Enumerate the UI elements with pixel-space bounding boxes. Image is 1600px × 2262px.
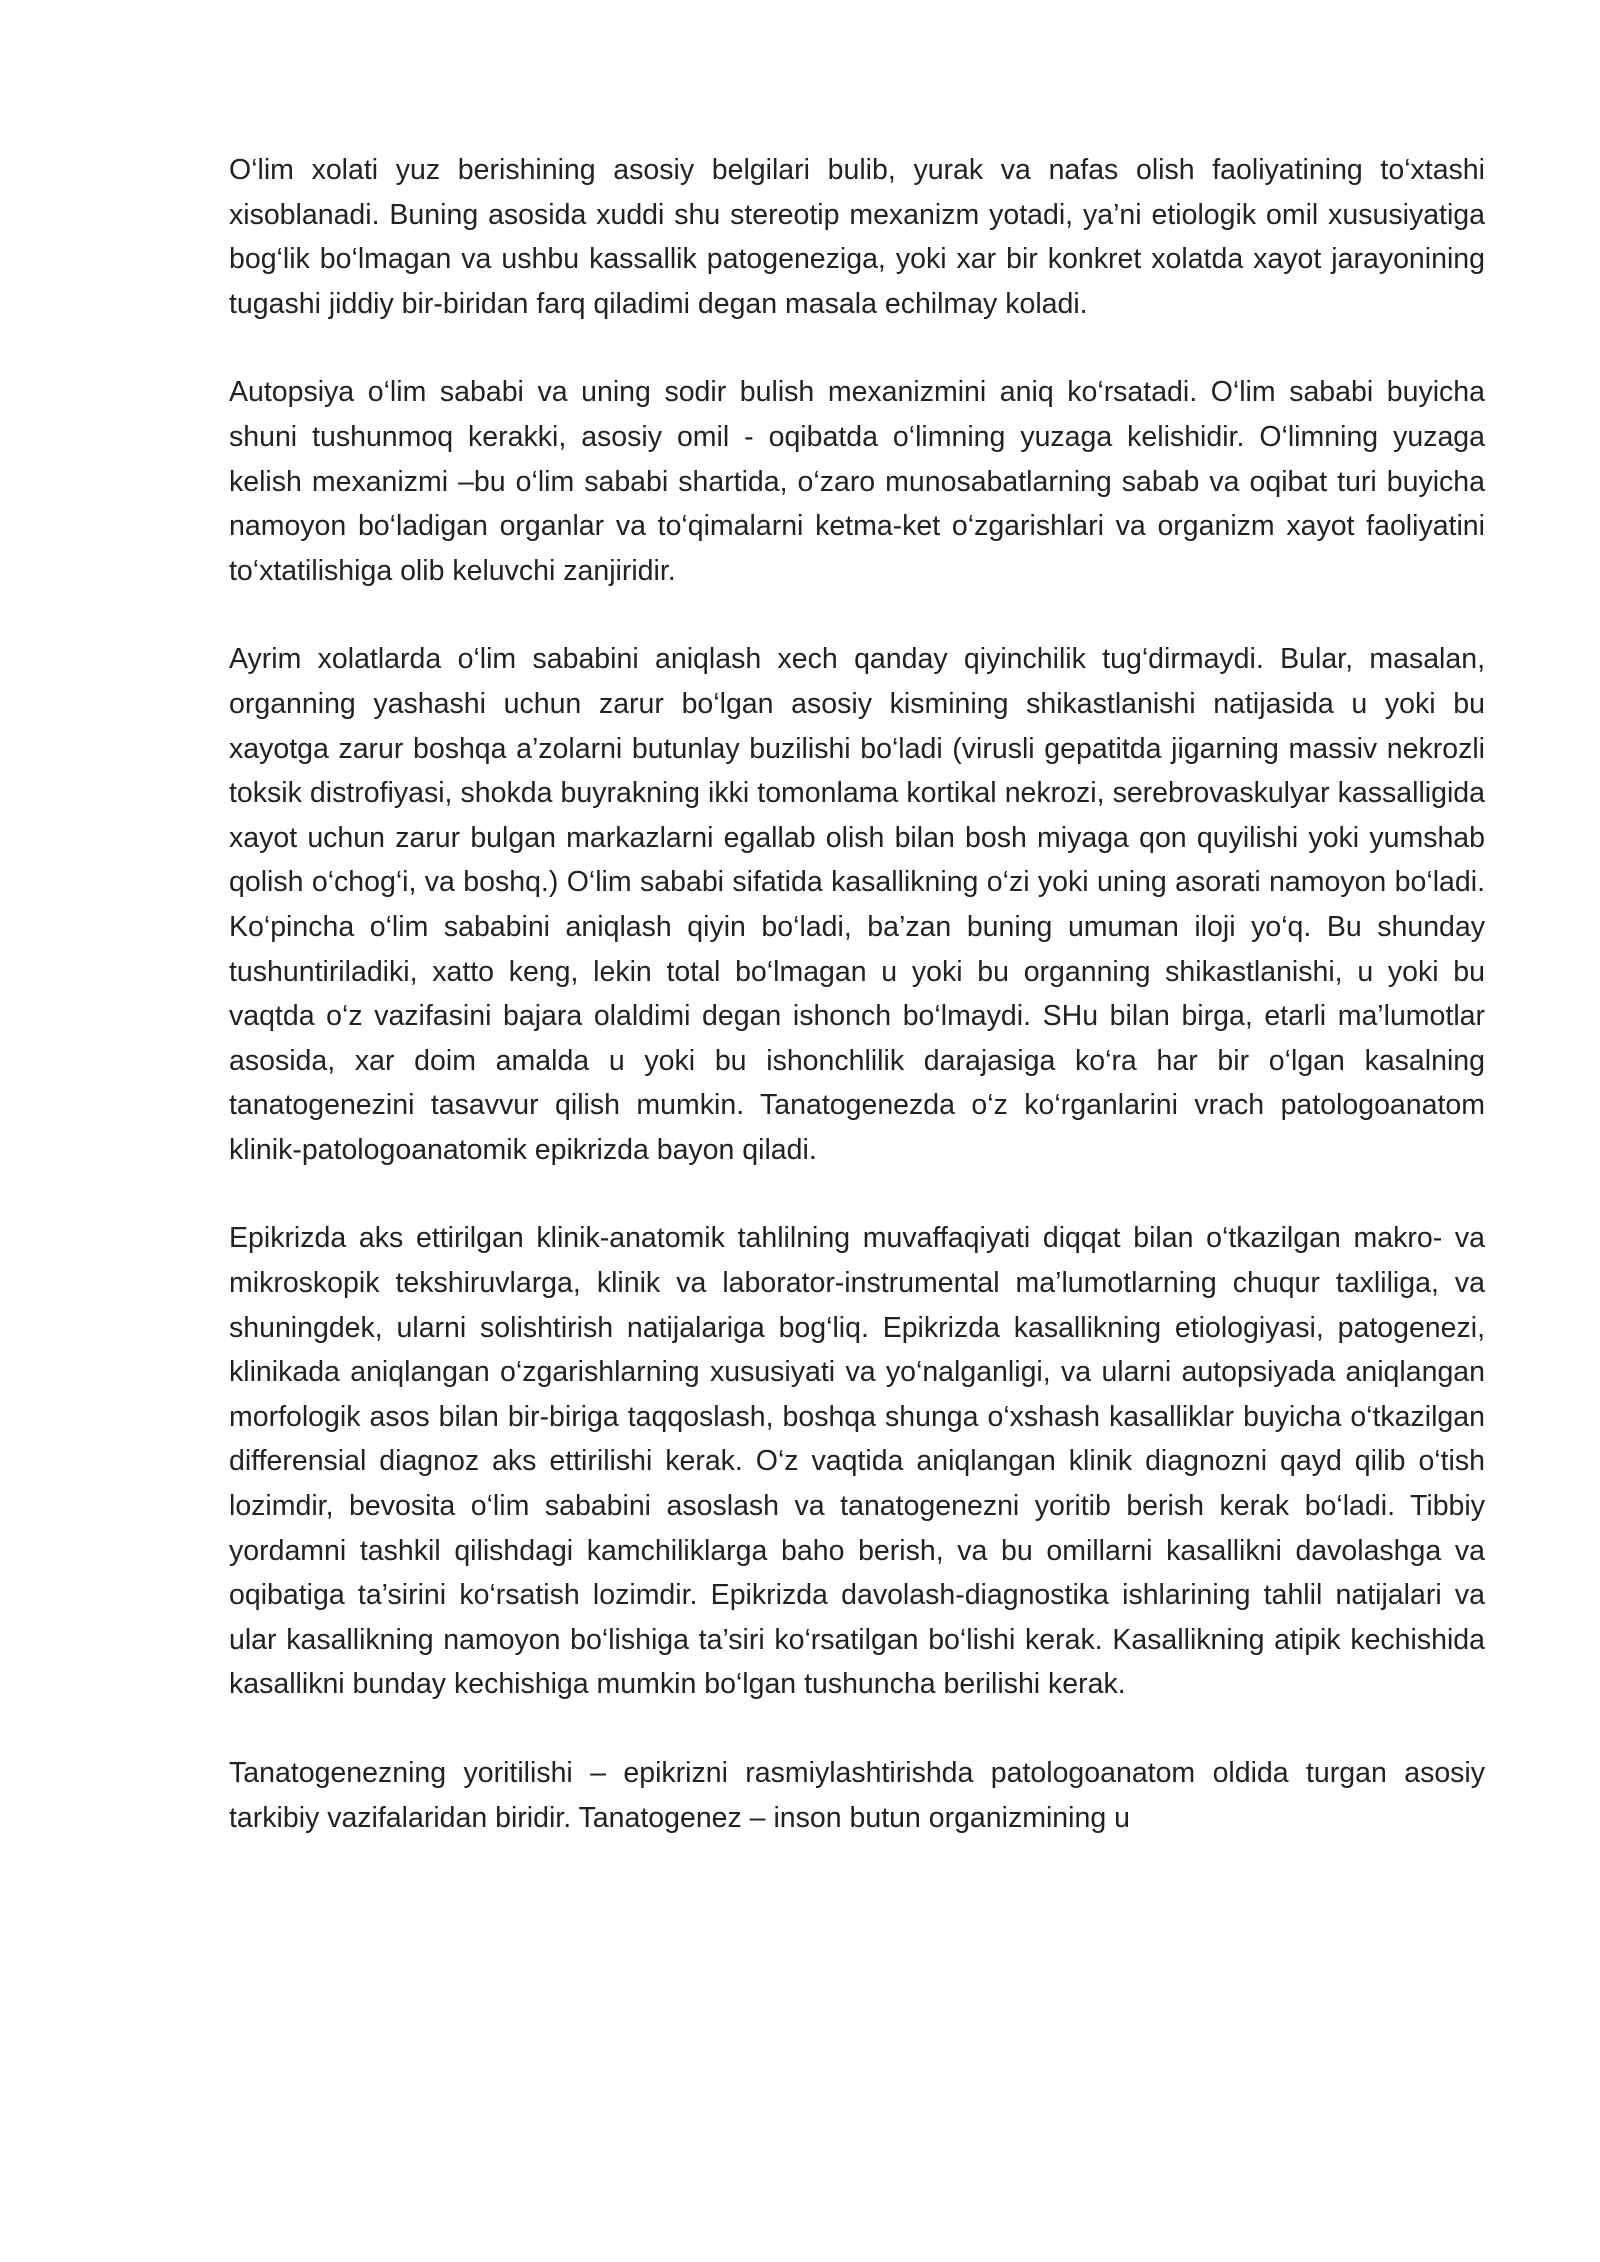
document-page (229, 148, 1485, 1884)
paragraph-2: Autopsiya o‘lim sababi va uning sodir bulish mexanizmini aniq ko‘rsatadi. O‘lim sababi buyicha shuni tushunmoq kerakki, asosiy omil - oqibatda o‘limning yuzaga kelishidir. O‘limning yuzaga kelish mexanizmi –bu o‘lim sababi shartida, o‘zaro munosabatlarning sabab va oqibat turi buyicha namoyon bo‘ladigan organlar va to‘qimalarni ketma-ket o‘zgarishlari va organizm xayot faoliyatini to‘xtatilishiga olib keluvchi zanjiridir. (229, 376, 1485, 587)
paragraph-5: Tanatogenezning yoritilishi – epikrizni rasmiylashtirishda patologoanatom oldida turgan asosiy tarkibiy vazifalaridan biridir. Tanatogenez – inson butun organizmining u (229, 1757, 1485, 1834)
paragraph-3: Ayrim xolatlarda o‘lim sababini aniqlash xech qanday qiyinchilik tug‘dirmaydi. Bular, masalan, organning yashashi uchun zarur bo‘lgan asosiy kismining shikastlanishi natijasida u yoki bu xayotga zarur boshqa a’zolarni butunlay buzilishi bo‘ladi (virusli gepatitda jigarning massiv nekrozli toksik distrofiyasi, shokda buyrakning ikki tomonlama kortikal nekrozi, serebrovaskulyar kassalligida xayot uchun zarur bulgan markazlarni egallab olish bilan bosh miyaga qon quyilishi yoki yumshab qolish o‘chog‘i, va boshq.) O‘lim sababi sifatida kasallikning o‘zi yoki uning asorati namoyon bo‘ladi. Ko‘pincha o‘lim sababini aniqlash qiyin bo‘ladi, ba’zan buning umuman iloji yo‘q. Bu shunday tushuntiriladiki, xatto keng, lekin total bo‘lmagan u yoki bu organning shikastlanishi, u yoki bu vaqtda o‘z vazifasini bajara olaldimi degan ishonch bo‘lmaydi. SHu bilan birga, etarli ma’lumotlar asosida, xar doim amalda u yoki bu ishonchlilik darajasiga ko‘ra har bir o‘lgan kasalning tanatogenezini tasavvur qilish mumkin. Tanatogenezda o‘z ko‘rganlarini vrach patologoanatom klinik-patologoanatomik epikrizda bayon qiladi. (229, 643, 1485, 1166)
paragraph-1: O‘lim xolati yuz berishining asosiy belgilari bulib, yurak va nafas olish faoliyatining to‘xtashi xisoblanadi. Buning asosida xuddi shu stereotip mexanizm yotadi, ya’ni etiologik omil xususiyatiga bog‘lik bo‘lmagan va ushbu kassallik patogeneziga, yoki xar bir konkret xolatda xayot jarayonining tugashi jiddiy bir-biridan farq qiladimi degan masala echilmay koladi. (229, 154, 1485, 320)
paragraph-4: Epikrizda aks ettirilgan klinik-anatomik tahlilning muvaffaqiyati diqqat bilan o‘tkazilgan makro- va mikroskopik tekshiruvlarga, klinik va laborator-instrumental ma’lumotlarning chuqur taxliliga, va shuningdek, ularni solishtirish natijalariga bog‘liq. Epikrizda kasallikning etiologiyasi, patogenezi, klinikada aniqlangan o‘zgarishlarning xususiyati va yo‘nalganligi, va ularni autopsiyada aniqlangan morfologik asos bilan bir-biriga taqqoslash, boshqa shunga o‘xshash kasalliklar buyicha o‘tkazilgan differensial diagnoz aks ettirilishi kerak. O‘z vaqtida aniqlangan klinik diagnozni qayd qilib o‘tish lozimdir, bevosita o‘lim sababini asoslash va tanatogenezni yoritib berish kerak bo‘ladi. Tibbiy yordamni tashkil qilishdagi kamchiliklarga baho berish, va bu omillarni kasallikni davolashga va oqibatiga ta’sirini ko‘rsatish lozimdir. Epikrizda davolash-diagnostika ishlarining tahlil natijalari va ular kasallikning namoyon bo‘lishiga ta’siri ko‘rsatilgan bo‘lishi kerak. Kasallikning atipik kechishida kasallikni bunday kechishiga mumkin bo‘lgan tushuncha berilishi kerak. (229, 1222, 1485, 1701)
